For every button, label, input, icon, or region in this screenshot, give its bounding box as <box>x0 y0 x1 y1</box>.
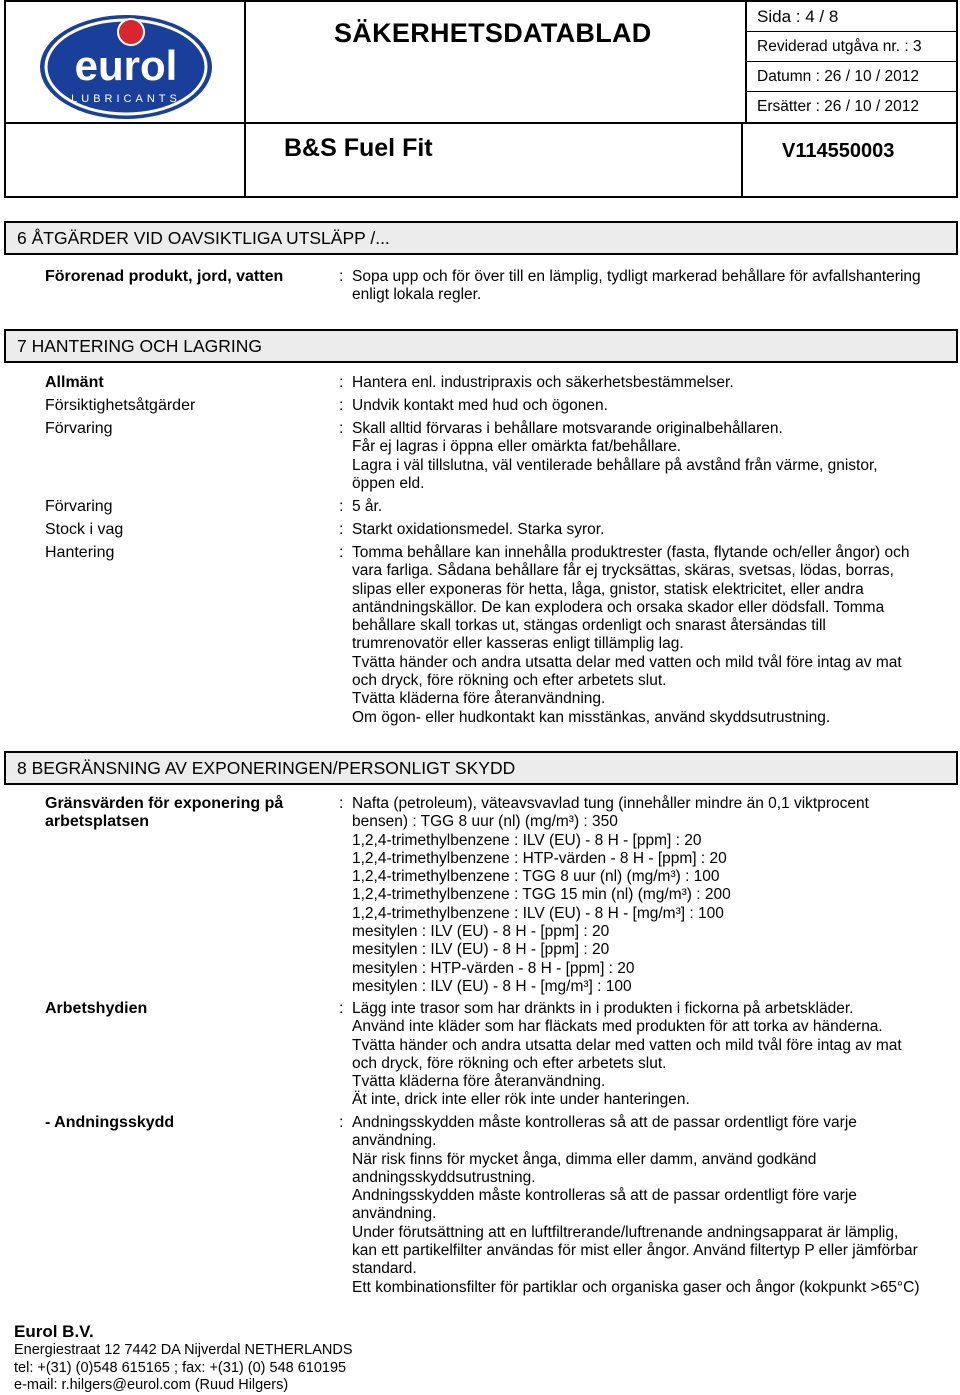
section-7-header: 7 HANTERING OCH LAGRING <box>4 329 958 363</box>
row-text: Lägg inte trasor som har dränkts in i produkten i fickorna på arbetskläder. Använd inte kläder som har fläckats med produkten för att torka av händerna. Tvätta händer och andra utsatta delar med vatten och mild tvål före intag av mat och dryck, före rökning och efter arbetets slut. Tvätta kläderna före återanvändning. Ät inte, drick inte eller rök inte under hanteringen. <box>352 1000 902 1109</box>
row-label: Hantering <box>45 544 115 561</box>
document-title: SÄKERHETSDATABLAD <box>334 18 652 48</box>
replaces-date: Ersätter : 26 / 10 / 2012 <box>757 98 919 115</box>
row-label: Gränsvärden för exponering på arbetsplatsen <box>45 795 284 831</box>
row-text: Starkt oxidationsmedel. Starka syror. <box>352 521 605 538</box>
section-8-header: 8 BEGRÄNSNING AV EXPONERINGEN/PERSONLIGT SKYDD <box>4 751 958 785</box>
document-header <box>4 0 958 198</box>
row-text: Andningsskydden måste kontrolleras så att de passar ordentligt före varje användning. När risk finns för mycket ånga, dimma eller damm, använd godkänd andningsskyddsutrustning. Andningsskydden måste kontrolleras så att de passar ordentligt före varje användning. Under förutsättning att en luftfiltrerande/luftrenande andningsapparat är lämplig, kan ett partikelfilter användas för mist eller ångor. Använd filtertyp P eller jämförbar standard. Ett kombinationsfilter för partiklar och organiska gaser och ångor (kokpunkt >65°C) <box>352 1114 920 1296</box>
row-text: Hantera enl. industripraxis och säkerhetsbestämmelser. <box>352 374 734 391</box>
page-number: Sida : 4 / 8 <box>747 2 956 32</box>
row-label: Förvaring <box>45 420 113 437</box>
company-email: e-mail: r.hilgers@eurol.com (Ruud Hilgers) <box>14 1377 289 1393</box>
row-text: Tomma behållare kan innehålla produktrester (fasta, flytande och/eller ångor) och vara farliga. Sådana behållare får ej trycksättas, skäras, svetsas, lödas, borras, slipas eller exponeras för hetta, låga, gnistor, statisk elektricitet, eller andra antändningskällor. De kan explodera och orsaka skador eller dödsfall. Tomma behållare skall torkas ut, stängas ordenligt och snarast återsändas till trumrenovatör eller kasseras enligt tillämplig lag. Tvätta händer och andra utsatta delar med vatten och mild tvål före intag av mat och dryck, före rökning och efter arbetets slut. Tvätta kläderna före återanvändning. Om ögon- eller hudkontakt kan misstänkas, använd skyddsutrustning. <box>352 544 910 726</box>
company-address: Energiestraat 12 7442 DA Nijverdal NETHERLANDS <box>14 1342 353 1358</box>
row-label: Förorenad produkt, jord, vatten <box>45 268 284 285</box>
footer <box>14 1322 352 1395</box>
product-code: V114550003 <box>782 140 895 162</box>
company-name: Eurol B.V. <box>14 1322 94 1341</box>
row-label: - Andningsskydd <box>45 1114 175 1131</box>
company-phone: tel: +(31) (0)548 615165 ; fax: +(31) (0) 548 610195 <box>14 1359 347 1376</box>
row-label: Arbetshydien <box>45 1000 148 1017</box>
row-label: Försiktighetsåtgärder <box>45 397 196 414</box>
row-text: Sopa upp och för över till en lämplig, tydligt markerad behållare för avfallshantering enligt lokala regler. <box>352 268 921 304</box>
row-text: Skall alltid förvaras i behållare motsvarande originalbehållaren. Får ej lagras i öppna eller omärkta fat/behållare. Lagra i väl tillslutna, väl ventilerade behållare på avstånd från värme, gnistor, öppen eld. <box>352 420 878 492</box>
eurol-logo <box>36 10 216 125</box>
row-text: Nafta (petroleum), väteavsvavlad tung (innehåller mindre än 0,1 viktprocent bensen) : TGG 8 uur (nl) (mg/m³) : 350 1,2,4-trimethylbenzene : ILV (EU) - 8 H - [ppm] : 20 1,2,4-trimethylbenzene : HTP-värden - 8 H - [ppm] : 20 1,2,4-trimethylbenzene : TGG 8 uur (nl) (mg/m³) : 100 1,2,4-trimethylbenzene : TGG 15 min (nl) (mg/m³) : 200 1,2,4-trimethylbenzene : ILV (EU) - 8 H - [mg/m³] : 100 mesitylen : ILV (EU) - 8 H - [ppm] : 20 mesitylen : ILV (EU) - 8 H - [ppm] : 20 mesitylen : HTP-värden - 8 H - [ppm] : 20 mesitylen : ILV (EU) - 8 H - [mg/m³] : 100 <box>352 795 869 995</box>
logo-wordmark: eurol <box>74 42 178 89</box>
row-label: Förvaring <box>45 498 113 515</box>
row-text: Undvik kontakt med hud och ögonen. <box>352 397 608 414</box>
section-6-header: 6 ÅTGÄRDER VID OAVSIKTLIGA UTSLÄPP /... <box>4 221 958 255</box>
revision-date: Datumn : 26 / 10 / 2012 <box>747 62 956 92</box>
revision-number: Reviderad utgåva nr. : 3 <box>747 32 956 62</box>
row-label: Stock i vag <box>45 521 124 538</box>
logo-subtitle: LUBRICANTS <box>71 93 181 105</box>
revision-info <box>745 2 956 122</box>
row-text: 5 år. <box>352 498 383 515</box>
product-name: B&S Fuel Fit <box>284 134 433 162</box>
row-label: Allmänt <box>45 374 104 391</box>
